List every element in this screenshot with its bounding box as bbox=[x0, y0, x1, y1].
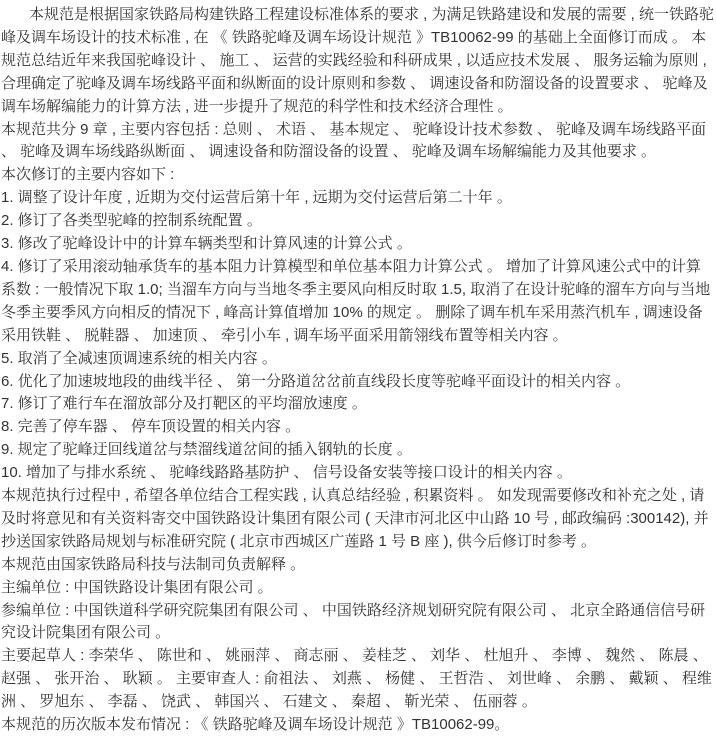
interpretation-authority-line: 本规范由国家铁路局科技与法制司负责解释 。 bbox=[1, 555, 306, 573]
revision-item-4: 4. 修订了采用滚动轴承货车的基本阻力计算模型和单位基本阻力计算公式 。 增加了计算风速公式中的计算系数 : 一般情况下取 1.0; 当溜车方向与当地冬季主要风向相反时取 1.5, 取消了在设计驼峰的溜车方向与当地冬季主要季风方向相反的情况下 , 峰高计算值增加 10% 的规定 。 删除了调车机车采用蒸汽机车 , 调速设备采用铁鞋 、 脱鞋器 、 加速顶 、 牵引小车 , 调车场平面采用箭翎线布置等相关内容 。 bbox=[1, 257, 711, 344]
previous-versions-line: 本规范的历次版本发布情况 : 《 铁路驼峰及调车场设计规范 》TB10062-99。 bbox=[1, 716, 510, 734]
revision-item-10: 10. 增加了与排水系统 、 驼峰线路路基防护 、 信号设备安装等接口设计的相关内容 。 bbox=[1, 464, 572, 482]
chief-editor-unit-line: 主编单位 : 中国铁路设计集团有限公司 。 bbox=[1, 578, 273, 596]
preface-intro-paragraph: 本规范是根据国家铁路局构建铁路工程建设标准体系的要求 , 为满足铁路建设和发展的需要 , 统一铁路驼峰及调车场设计的技术标准 , 在 《 铁路驼峰及调车场设计规范 》TB10062-99 的基础上全面修订而成 。 本规范总结近年来我国驼峰设计 、 施工 、 运营的实践经验和科研成果 , 以适应技术发展 、 服务运输为原则 , 合理确定了驼峰及调车场线路平面和纵断面的设计原则和参数 、 调速设备和防溜设备的设置要求 、 驼峰及调车场解编能力的计算方法 , 进一步提升了规范的科学性和技术经济合理性 。 bbox=[1, 6, 715, 115]
revision-intro-line: 本次修订的主要内容如下 : bbox=[1, 166, 175, 184]
revision-item-3: 3. 修改了驼峰设计中的计算车辆类型和计算风速的计算公式 。 bbox=[1, 235, 412, 253]
revision-item-9: 9. 规定了驼峰迂回线道岔与禁溜线道岔间的插入钢轨的长度 。 bbox=[1, 441, 412, 459]
revision-item-5: 5. 取消了全减速顶调速系统的相关内容 。 bbox=[1, 349, 277, 367]
participating-units-paragraph: 参编单位 : 中国铁道科学研究院集团有限公司 、 中国铁路经济规划研究院有限公司 、 北京全路通信信号研究设计院集团有限公司 。 bbox=[1, 601, 706, 642]
chapters-overview-paragraph: 本规范共分 9 章 , 主要内容包括 : 总则 、 术语 、 基本规定 、 驼峰设计技术参数 、 驼峰及调车场线路平面 、 驼峰及调车场线路纵断面 、 调速设备和防溜设备的设置 、 驼峰及调车场解编能力及其他要求 。 bbox=[1, 120, 707, 161]
revision-item-2: 2. 修订了各类型驼峰的控制系统配置 。 bbox=[1, 212, 262, 230]
revision-item-7: 7. 修订了难行车在溜放部分及打靶区的平均溜放速度 。 bbox=[1, 395, 367, 413]
drafters-reviewers-paragraph: 主要起草人 : 李荣华 、 陈世和 、 姚丽萍 、 商志丽 、 姜桂芝 、 刘华 、 杜旭升 、 李博 、 魏然 、 陈晨 、 赵强 、 张开治 、 耿颖 。 主要审查人 : 俞祖法 、 刘燕 、 杨健 、 王哲浩 、 刘世峰 、 余鹏 、 戴颖 、 程维洲 、 罗旭东 、 李磊 、 饶武 、 韩国兴 、 石建文 、 秦超 、 靳光荣 、 伍丽蓉 。 bbox=[1, 647, 712, 711]
feedback-address-paragraph: 本规范执行过程中 , 希望各单位结合工程实践 , 认真总结经验 , 积累资料 。 如发现需要修改和补充之处 , 请及时将意见和有关资料寄交中国铁路设计集团有限公司 ( 天津市河北区中山路 10 号 , 邮政编码 :300142), 并抄送国家铁路局规划与标准研究院 ( 北京市西城区广莲路 1 号 B 座 ), 供今后修订时参考 。 bbox=[1, 487, 709, 550]
revision-item-8: 8. 完善了停车器 、 停车顶设置的相关内容 。 bbox=[1, 418, 301, 436]
revision-item-6: 6. 优化了加速坡地段的曲线半径 、 第一分路道岔岔前直线段长度等驼峰平面设计的相关内容 。 bbox=[1, 372, 631, 390]
revision-item-1: 1. 调整了设计年度 , 近期为交付运营后第十年 , 远期为交付运营后第二十年 。 bbox=[1, 189, 512, 207]
